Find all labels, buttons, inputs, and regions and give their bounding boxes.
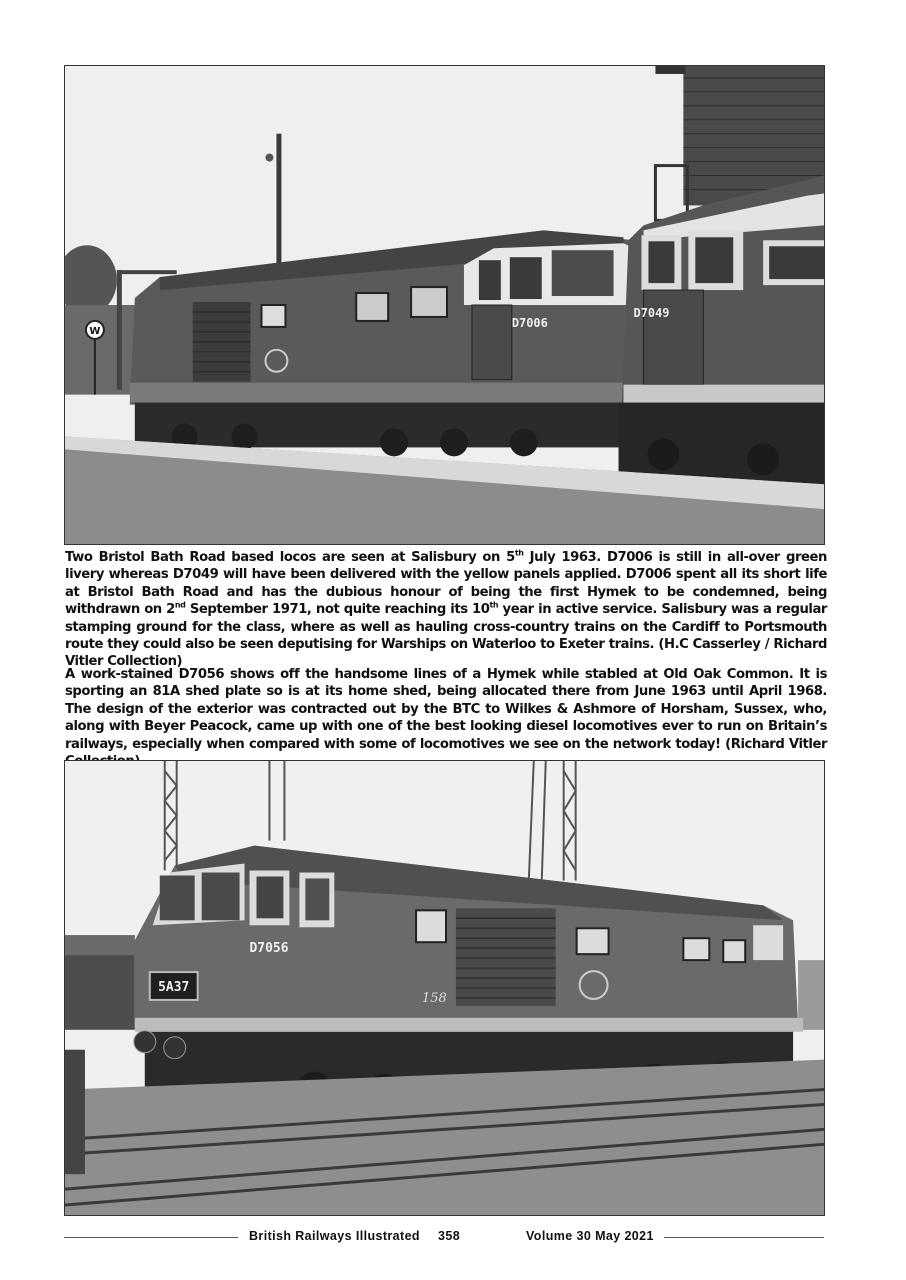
caption-1-superscript-nd: nd: [174, 600, 186, 610]
footer-publication-title: British Railways Illustrated: [249, 1229, 420, 1243]
caption-old-oak-common: A work-stained D7056 shows off the handsome lines of a Hymek while stabled at Old Oak Common. It is sporting an 81A shed plate so is at its home shed, being allocated there from June 1963 until April 1968. The design of the exterior was contracted out by the BTC to Wilkes & Ashmore of Horsham, Sussex, who, along with Beyer Peacock, came up with one of the best looking diesel locomotives ever to run on Britain’s railways, especially when compared with some of locomotives we see on the network today! (Richard Vitler: [65, 667, 827, 752]
caption-1-part-1: Two Bristol Bath Road based locos are seen at Salisbury on 5: [65, 550, 515, 565]
loco-number-d7056: D7056: [249, 941, 289, 957]
caption-1-part-4: year in active service. Salisbury was a regular stamping ground for the class, where as well as hauling cross-country trains on the Cardiff to Portsmouth route they could also be seen deputising for Warships on Waterloo to Exeter trains. (H.C Casserley / Richard Vitler Collection): [65, 602, 827, 670]
footer-page-number: 358: [438, 1229, 461, 1243]
photo-d7056-old-oak-common: [64, 760, 825, 1216]
old-oak-common-photo-illustration: [65, 761, 824, 1215]
chalk-mark-158: 158: [422, 990, 447, 1006]
page-footer: [0, 1226, 906, 1248]
caption-1-part-2: July 1963. D7006 is still in all-over green livery whereas D7049 will have been delivered with the yellow panels applied. D7006 spent all its short life at Bristol Bath Road and has the dubious honour of being the first Hymek to be condemned, being withdrawn on 2: [65, 550, 827, 618]
footer-issue: Volume 30 May 2021: [526, 1229, 654, 1243]
caption-1-superscript-th-2: th: [489, 600, 499, 610]
footer-rule-right: [664, 1237, 824, 1238]
caption-salisbury: [65, 549, 827, 671]
loco-number-d7049: D7049: [633, 305, 670, 320]
caption-1-superscript-th: th: [514, 548, 524, 558]
headcode-5a37: 5A37: [158, 979, 190, 995]
photo-salisbury-hymeks: [64, 65, 825, 545]
loco-number-d7006: D7006: [511, 315, 548, 330]
footer-rule-left: [64, 1237, 238, 1238]
w-sign-letter: W: [89, 325, 101, 337]
salisbury-photo-illustration: [65, 66, 824, 544]
caption-1-part-3: September 1971, not quite reaching its 10: [185, 602, 490, 618]
